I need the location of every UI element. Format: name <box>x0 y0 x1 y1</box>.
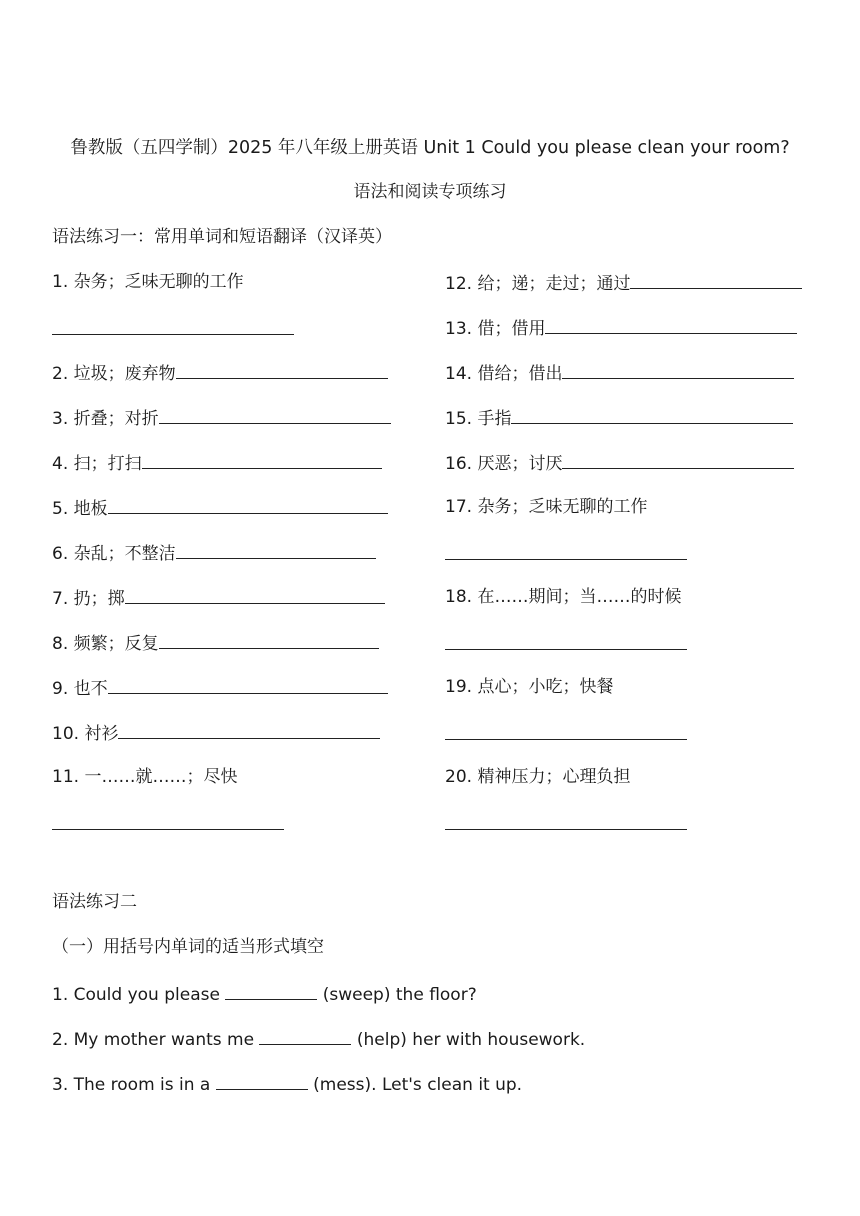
vocab-item <box>445 451 794 475</box>
answer-blank[interactable] <box>159 631 379 649</box>
question-text: 2. My mother wants me <box>52 1030 255 1050</box>
answer-blank[interactable] <box>545 316 797 334</box>
vocab-label: 13. 借；借用 <box>445 319 546 339</box>
answer-blank[interactable] <box>562 451 794 469</box>
vocab-label: 9. 也不 <box>52 679 108 699</box>
answer-blank[interactable] <box>445 649 687 650</box>
vocab-item <box>52 496 388 520</box>
fill-question <box>52 982 477 1006</box>
vocab-label: 1. 杂务；乏味无聊的工作 <box>52 272 244 292</box>
question-text: (sweep) the floor? <box>322 985 477 1005</box>
answer-blank[interactable] <box>176 541 376 559</box>
vocab-label: 17. 杂务；乏味无聊的工作 <box>445 497 648 517</box>
vocab-label: 18. 在……期间；当……的时候 <box>445 587 682 607</box>
question-text: 1. Could you please <box>52 985 220 1005</box>
answer-blank[interactable] <box>108 496 388 514</box>
vocab-item <box>445 406 793 430</box>
document-title: 鲁教版（五四学制）2025 年八年级上册英语 Unit 1 Could you please clean your room? <box>70 138 790 158</box>
vocab-label: 2. 垃圾；废弃物 <box>52 364 176 384</box>
answer-blank[interactable] <box>216 1072 308 1090</box>
vocab-item <box>52 451 382 475</box>
vocab-item <box>445 316 797 340</box>
answer-blank[interactable] <box>259 1027 351 1045</box>
vocab-item <box>445 766 630 788</box>
question-text: (mess). Let's clean it up. <box>313 1075 523 1095</box>
answer-blank[interactable] <box>52 829 284 830</box>
question-text: 3. The room is in a <box>52 1075 211 1095</box>
answer-blank[interactable] <box>159 406 391 424</box>
question-text: (help) her with housework. <box>356 1030 586 1050</box>
vocab-item <box>52 541 376 565</box>
vocab-label: 5. 地板 <box>52 499 108 519</box>
section2-heading: 语法练习二 <box>52 892 137 912</box>
section1-heading: 语法练习一：常用单词和短语翻译（汉译英） <box>52 227 392 247</box>
vocab-label: 3. 折叠；对折 <box>52 409 159 429</box>
answer-blank[interactable] <box>176 361 388 379</box>
vocab-label: 11. 一……就……；尽快 <box>52 767 238 787</box>
vocab-item <box>52 631 379 655</box>
answer-blank[interactable] <box>630 271 802 289</box>
answer-blank[interactable] <box>52 334 294 335</box>
vocab-item <box>445 676 613 698</box>
vocab-item <box>52 676 388 700</box>
vocab-item <box>52 766 237 788</box>
vocab-label: 20. 精神压力；心理负担 <box>445 767 631 787</box>
vocab-item <box>52 586 385 610</box>
answer-blank[interactable] <box>445 559 687 560</box>
vocab-label: 7. 扔；掷 <box>52 589 125 609</box>
vocab-label: 14. 借给；借出 <box>445 364 563 384</box>
vocab-label: 19. 点心；小吃；快餐 <box>445 677 614 697</box>
vocab-item <box>445 271 802 295</box>
answer-blank[interactable] <box>445 739 687 740</box>
answer-blank[interactable] <box>125 586 385 604</box>
vocab-label: 15. 手指 <box>445 409 512 429</box>
vocab-item <box>445 586 681 608</box>
fill-question <box>52 1027 585 1051</box>
vocab-item <box>445 361 794 385</box>
vocab-label: 12. 给；递；走过；通过 <box>445 274 631 294</box>
answer-blank[interactable] <box>511 406 793 424</box>
vocab-item <box>445 496 647 518</box>
vocab-label: 4. 扫；打扫 <box>52 454 142 474</box>
fill-question <box>52 1072 522 1096</box>
answer-blank[interactable] <box>225 982 317 1000</box>
document-subtitle: 语法和阅读专项练习 <box>353 182 507 202</box>
answer-blank[interactable] <box>562 361 794 379</box>
vocab-label: 6. 杂乱；不整洁 <box>52 544 176 564</box>
answer-blank[interactable] <box>142 451 382 469</box>
vocab-label: 10. 衬衫 <box>52 724 119 744</box>
vocab-label: 16. 厌恶；讨厌 <box>445 454 563 474</box>
vocab-item <box>52 406 391 430</box>
vocab-item <box>52 361 388 385</box>
answer-blank[interactable] <box>118 721 380 739</box>
vocab-item <box>52 271 244 293</box>
answer-blank[interactable] <box>108 676 388 694</box>
vocab-item <box>52 721 380 745</box>
vocab-label: 8. 频繁；反复 <box>52 634 159 654</box>
section2-subheading: （一）用括号内单词的适当形式填空 <box>52 937 324 957</box>
answer-blank[interactable] <box>445 829 687 830</box>
